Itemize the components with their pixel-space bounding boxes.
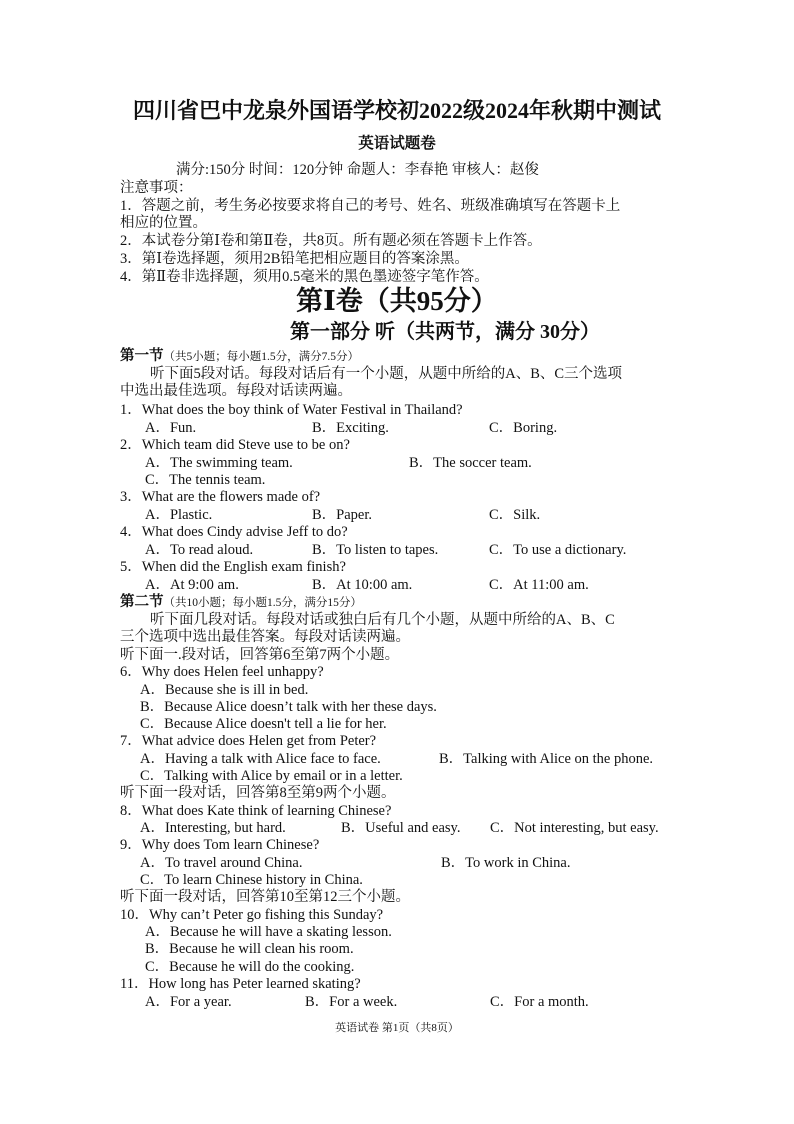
question-11: 11．How long has Peter learned skating? <box>120 976 361 992</box>
option-3c: C．Silk. <box>489 507 541 523</box>
option-5a: A．At 9:00 am. <box>145 577 239 593</box>
section2-meta: （共10小题；每小题1.5分，满分15分） <box>163 597 362 609</box>
question-10: 10．Why can’t Peter go fishing this Sunday? <box>120 907 384 923</box>
option-2b: B．The soccer team. <box>409 455 532 471</box>
option-10b: B．Because he will clean his room. <box>145 941 354 957</box>
option-2a: A．The swimming team. <box>145 455 293 471</box>
section2-instruction-cont: 三个选项中选出最佳答案。每段对话读两遍。 <box>120 629 410 645</box>
option-6c: C．Because Alice doesn't tell a lie for her. <box>140 716 387 732</box>
option-8a: A．Interesting, but hard. <box>140 820 286 836</box>
option-9a: A．To travel around China. <box>140 855 303 871</box>
group-instruction-10-12: 听下面一段对话，回答第10至第12三个小题。 <box>120 889 410 905</box>
notice-item-1-cont: 相应的位置。 <box>120 215 207 231</box>
option-7b: B．Talking with Alice on the phone. <box>439 751 654 767</box>
notice-item-2: 2．本试卷分第Ⅰ卷和第Ⅱ卷，共8页。所有题必须在答题卡上作答。 <box>120 233 542 249</box>
option-10a: A．Because he will have a skating lesson. <box>145 924 392 940</box>
section1-label: 第一节 <box>120 348 164 364</box>
group-instruction-8-9: 听下面一段对话，回答第8至第9两个小题。 <box>120 785 396 801</box>
option-7c: C．Talking with Alice by email or in a letter. <box>140 768 403 784</box>
option-3b: B．Paper. <box>312 507 373 523</box>
option-5c: C．At 11:00 am. <box>489 577 589 593</box>
section1-meta: （共5小题；每小题1.5分，满分7.5分） <box>163 351 359 363</box>
option-9b: B．To work in China. <box>441 855 571 871</box>
notice-item-4: 4．第Ⅱ卷非选择题，须用0.5毫米的黑色墨迹签字笔作答。 <box>120 269 489 285</box>
option-11c: C．For a month. <box>490 994 589 1010</box>
option-4c: C．To use a dictionary. <box>489 542 627 558</box>
section1-instruction: 听下面5段对话。每段对话后有一个小题，从题中所给的A、B、C三个选项 <box>150 366 623 382</box>
notice-item-1: 1．答题之前，考生务必按要求将自己的考号、姓名、班级准确填写在答题卡上 <box>120 198 621 214</box>
notice-item-3: 3．第Ⅰ卷选择题，须用2B铅笔把相应题目的答案涂黑。 <box>120 251 469 267</box>
page-footer: 英语试卷 第1页（共8页） <box>335 1022 459 1034</box>
section2-instruction: 听下面几段对话。每段对话或独白后有几个小题，从题中所给的A、B、C <box>150 612 615 628</box>
question-5: 5．When did the English exam finish? <box>120 559 346 575</box>
notice-heading: 注意事项： <box>120 180 193 196</box>
option-4a: A．To read aloud. <box>145 542 254 558</box>
option-4b: B．To listen to tapes. <box>312 542 439 558</box>
option-9c: C．To learn Chinese history in China. <box>140 872 363 888</box>
option-3a: A．Plastic. <box>145 507 213 523</box>
option-1b: B．Exciting. <box>312 420 389 436</box>
option-8c: C．Not interesting, but easy. <box>490 820 659 836</box>
question-7: 7．What advice does Helen get from Peter? <box>120 733 377 749</box>
section1-heading <box>120 348 359 366</box>
option-1c: C．Boring. <box>489 420 558 436</box>
option-5b: B．At 10:00 am. <box>312 577 413 593</box>
question-8: 8．What does Kate think of learning Chinese? <box>120 803 392 819</box>
question-6: 6．Why does Helen feel unhappy? <box>120 664 324 680</box>
section2-heading <box>120 594 362 612</box>
option-1a: A．Fun. <box>145 420 197 436</box>
exam-title: 四川省巴中龙泉外国语学校初2022级2024年秋期中测试 <box>132 98 661 123</box>
section1-instruction-cont: 中选出最佳选项。每段对话读两遍。 <box>120 383 352 399</box>
section2-label: 第二节 <box>120 594 164 610</box>
option-8b: B．Useful and easy. <box>341 820 461 836</box>
volume-title: 第Ⅰ卷（共95分） <box>296 286 498 316</box>
option-10c: C．Because he will do the cooking. <box>145 959 355 975</box>
option-2c: C．The tennis team. <box>145 472 266 488</box>
exam-subtitle: 英语试题卷 <box>358 135 436 152</box>
question-9: 9．Why does Tom learn Chinese? <box>120 837 320 853</box>
question-4: 4．What does Cindy advise Jeff to do? <box>120 524 348 540</box>
option-11a: A．For a year. <box>145 994 232 1010</box>
exam-info: 满分:150分 时间：120分钟 命题人：李春艳 审核人：赵俊 <box>176 162 539 178</box>
group-instruction-6-7: 听下面一.段对话，回答第6至第7两个小题。 <box>120 647 400 663</box>
option-6b: B．Because Alice doesn’t talk with her these days. <box>140 699 437 715</box>
question-1: 1．What does the boy think of Water Festival in Thailand? <box>120 402 463 418</box>
option-7a: A．Having a talk with Alice face to face. <box>140 751 381 767</box>
question-2: 2．Which team did Steve use to be on? <box>120 437 350 453</box>
option-11b: B．For a week. <box>305 994 398 1010</box>
part-title: 第一部分 听（共两节，满分 30分） <box>290 321 600 343</box>
option-6a: A．Because she is ill in bed. <box>140 682 309 698</box>
question-3: 3．What are the flowers made of? <box>120 489 321 505</box>
